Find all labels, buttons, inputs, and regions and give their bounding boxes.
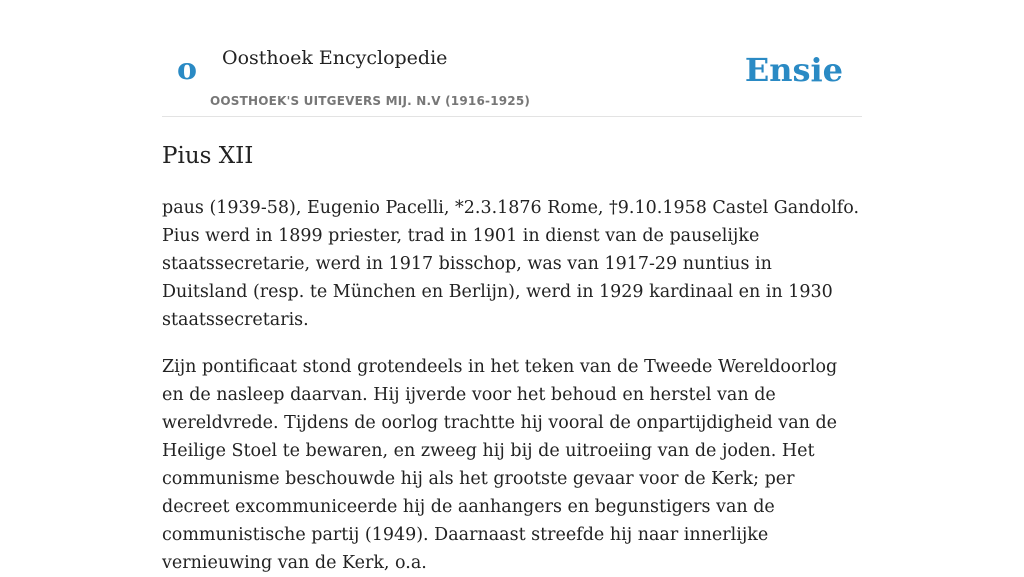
- article: [162, 140, 862, 577]
- article-title: Pius XII: [162, 143, 254, 169]
- article-paragraph: paus (1939-58), Eugenio Pacelli, *2.3.1876 Rome, †9.10.1958 Castel Gandolfo. Pius werd in 1899 priester, trad in 1901 in dienst van de pauselijke staatssecretarie, werd in 1917 bisschop, was van 1917-29 nuntius in Duitsland (resp. te München en Berlijn), werd in 1929 kardinaal en in 1930 staatssecretaris.: [162, 198, 860, 330]
- publisher-label: OOSTHOEK'S UITGEVERS MIJ. N.V (1916-1925): [210, 94, 531, 108]
- brand-logo[interactable]: Ensie: [744, 51, 843, 89]
- site-title[interactable]: Oosthoek Encyclopedie: [222, 47, 448, 69]
- article-paragraph: Zijn pontificaat stond grotendeels in het teken van de Tweede Wereldoorlog en de nasleep daarvan. Hij ijverde voor het behoud en herstel van de wereldvrede. Tijdens de oorlog trachtte hij vooral de onpartijdigheid van de Heilige Stoel te bewaren, en zweeg hij bij de uitroeiing van de joden. Het communisme beschouwde hij als het grootste gevaar voor de Kerk; per decreet excommuniceerde hij de aanhangers en begunstigers van de communistische partij (1949). Daarnaast streefde hij naar innerlijke vernieuwing van de Kerk, o.a.: [162, 357, 838, 573]
- page-container: [162, 0, 862, 577]
- logo-icon[interactable]: o: [177, 52, 198, 87]
- site-header: [162, 0, 862, 117]
